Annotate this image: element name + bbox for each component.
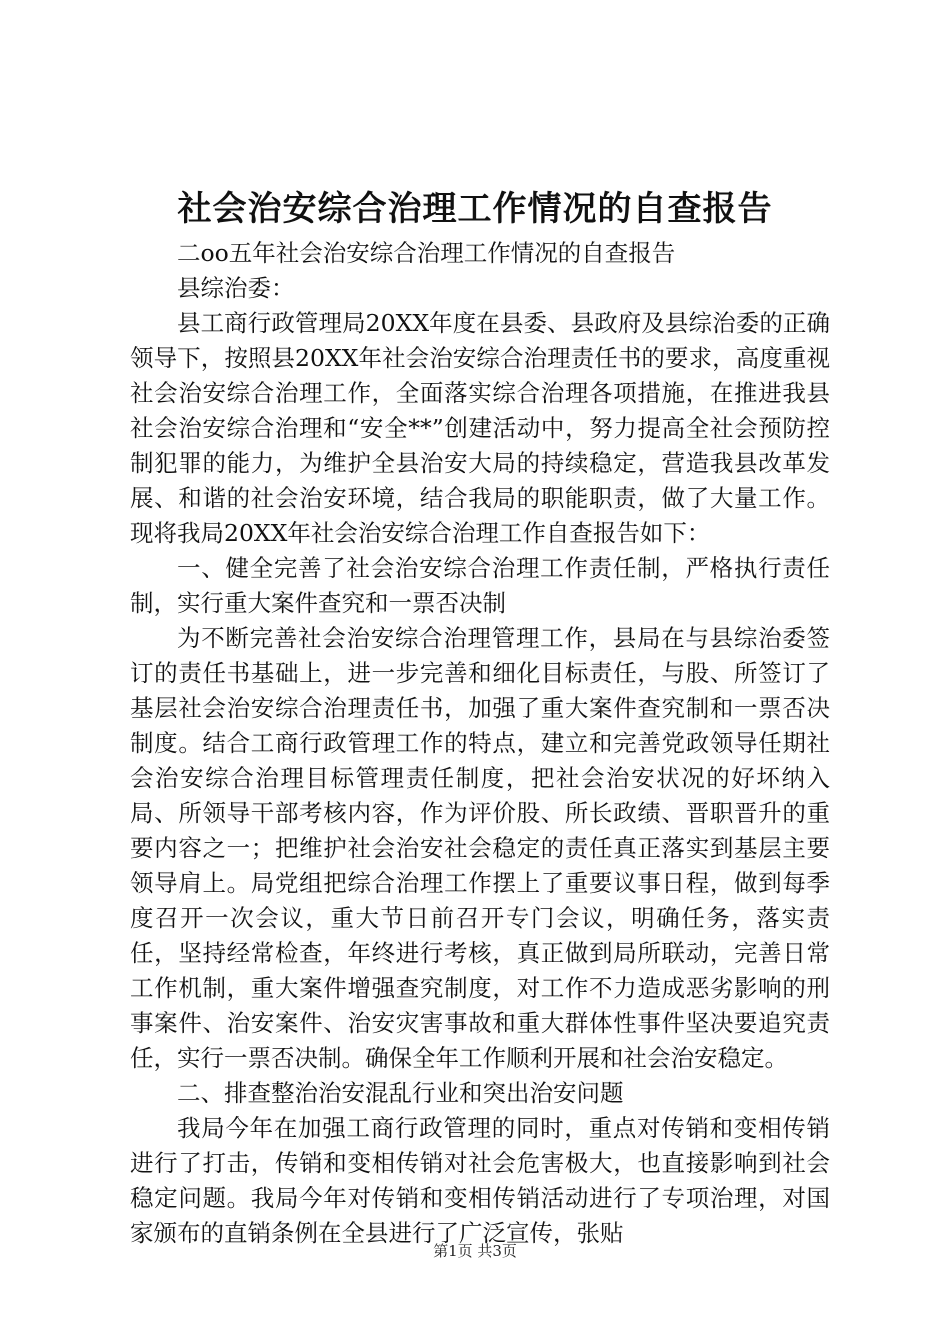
paragraph-intro: 县工商行政管理局20XX年度在县委、县政府及县综治委的正确领导下，按照县20XX年社会治安综合治理责任书的要求，高度重视社会治安综合治理工作，全面落实综合治理各项措施，在推进我县社会治安综合治理和“安全**”创建活动中，努力提高全社会预防控制犯罪的能力，为维护全县治安大局的持续稳定，营造我县改革发展、和谐的社会治安环境，结合我局的职能职责，做了大量工作。现将我局20XX年社会治安综合治理工作自查报告如下： — [130, 309, 830, 547]
page-number: 第1页 共3页 — [433, 1242, 517, 1260]
document-title: 社会治安综合治理工作情况的自查报告 — [177, 189, 773, 229]
paragraph-subtitle: 二oo五年社会治安综合治理工作情况的自查报告 — [177, 239, 676, 267]
paragraph-section-1: 为不断完善社会治安综合治理管理工作，县局在与县综治委签订的责任书基础上，进一步完善和细化目标责任，与股、所签订了基层社会治安综合治理责任书，加强了重大案件查究制和一票否决制度。结合工商行政管理工作的特点，建立和完善党政领导任期社会治安综合治理目标管理责任制度，把社会治安状况的好坏纳入局、所领导干部考核内容，作为评价股、所长政绩、晋职晋升的重要内容之一；把维护社会治安社会稳定的责任真正落实到基层主要领导肩上。局党组把综合治理工作摆上了重要议事日程，做到每季度召开一次会议，重大节日前召开专门会议，明确任务，落实责任，坚持经常检查，年终进行考核，真正做到局所联动，完善日常工作机制，重大案件增强查究制度，对工作不力造成恶劣影响的刑事案件、治安案件、治安灾害事故和重大群体性事件坚决要追究责任，实行一票否决制。确保全年工作顺利开展和社会治安稳定。 — [130, 624, 830, 1072]
section-heading-2: 二、排查整治治安混乱行业和突出治安问题 — [177, 1079, 624, 1107]
section-heading-1: 一、健全完善了社会治安综合治理工作责任制，严格执行责任制，实行重大案件查究和一票否决制 — [130, 554, 830, 617]
document-body — [130, 236, 830, 1251]
paragraph-section-2: 我局今年在加强工商行政管理的同时，重点对传销和变相传销进行了打击，传销和变相传销对社会危害极大，也直接影响到社会稳定问题。我局今年对传销和变相传销活动进行了专项治理，对国家颁布的直销条例在全县进行了广泛宣传，张贴 — [130, 1114, 830, 1247]
paragraph-addressee: 县综治委： — [177, 274, 295, 302]
